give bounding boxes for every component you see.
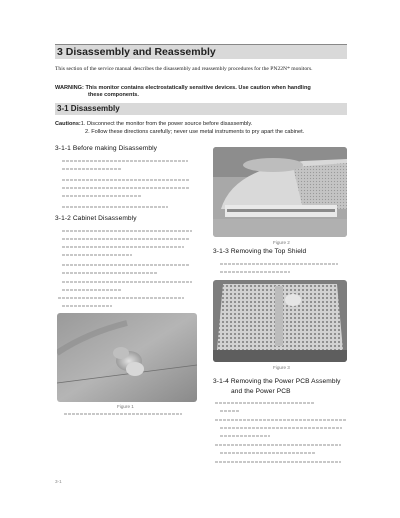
subsection-top-shield: 3-1-3 Removing the Top Shield	[213, 248, 307, 255]
faint-text-line	[62, 254, 132, 256]
faint-text-line	[62, 246, 184, 248]
faint-text-line	[215, 444, 341, 446]
faint-text-line	[220, 410, 240, 412]
faint-text-line	[62, 187, 190, 189]
faint-text-line	[62, 230, 192, 232]
faint-text-line	[62, 281, 192, 283]
cautions-label: Cautions:	[55, 121, 81, 127]
figure-2-caption: Figure 2	[273, 240, 290, 245]
warning-line-1: WARNING: This monitor contains electrostatically sensitive devices. Use caution when handling	[55, 85, 311, 91]
faint-text-line	[62, 206, 168, 208]
faint-text-line	[62, 195, 142, 197]
faint-text-line	[62, 272, 158, 274]
faint-text-line	[215, 419, 347, 421]
subsection-cabinet-disassembly: 3-1-2 Cabinet Disassembly	[55, 215, 137, 222]
faint-text-line	[62, 179, 190, 181]
faint-text-line	[220, 435, 270, 437]
figure-3-illustration	[213, 280, 347, 362]
faint-text-line	[62, 289, 122, 291]
caution-item-2: 2. Follow these directions carefully; never use metal instruments to pry apart the cabinet.	[85, 129, 305, 135]
figure-2-illustration	[213, 147, 347, 237]
faint-text-line	[220, 263, 338, 265]
subsection-power-pcb-line-2: and the Power PCB	[231, 388, 291, 395]
figure-2-photo	[213, 147, 347, 237]
subsection-before-disassembly: 3-1-1 Before making Disassembly	[55, 145, 158, 152]
faint-text-line	[220, 427, 342, 429]
faint-text-line	[62, 305, 112, 307]
figure-3-caption: Figure 3	[273, 365, 290, 370]
faint-text-line	[220, 271, 290, 273]
faint-text-line	[58, 297, 184, 299]
faint-text-line	[62, 238, 190, 240]
faint-text-line	[215, 402, 315, 404]
faint-text-line	[220, 452, 316, 454]
figure-1-caption: Figure 1	[117, 404, 134, 409]
faint-text-line	[62, 160, 188, 162]
warning-line-2: these components.	[88, 92, 139, 99]
chapter-title: 3 Disassembly and Reassembly	[55, 44, 347, 59]
faint-text-line	[215, 461, 341, 463]
faint-text-line	[64, 413, 182, 415]
section-title: 3-1 Disassembly	[55, 103, 347, 115]
intro-paragraph: This section of the service manual describes the disassembly and reassembly procedures for the PN22N* monitors.	[55, 66, 313, 72]
warning-notice	[55, 85, 347, 100]
figure-1-photo	[57, 313, 197, 402]
faint-text-line	[62, 168, 122, 170]
caution-item-1: 1. Disconnect the monitor from the power source before disassembly.	[80, 121, 253, 127]
faint-text-line	[62, 264, 190, 266]
page-number: 3-1	[55, 479, 62, 484]
figure-3-photo	[213, 280, 347, 362]
cautions-block	[55, 120, 355, 136]
subsection-power-pcb-line-1: 3-1-4 Removing the Power PCB Assembly	[213, 378, 341, 385]
figure-1-illustration	[57, 313, 197, 402]
